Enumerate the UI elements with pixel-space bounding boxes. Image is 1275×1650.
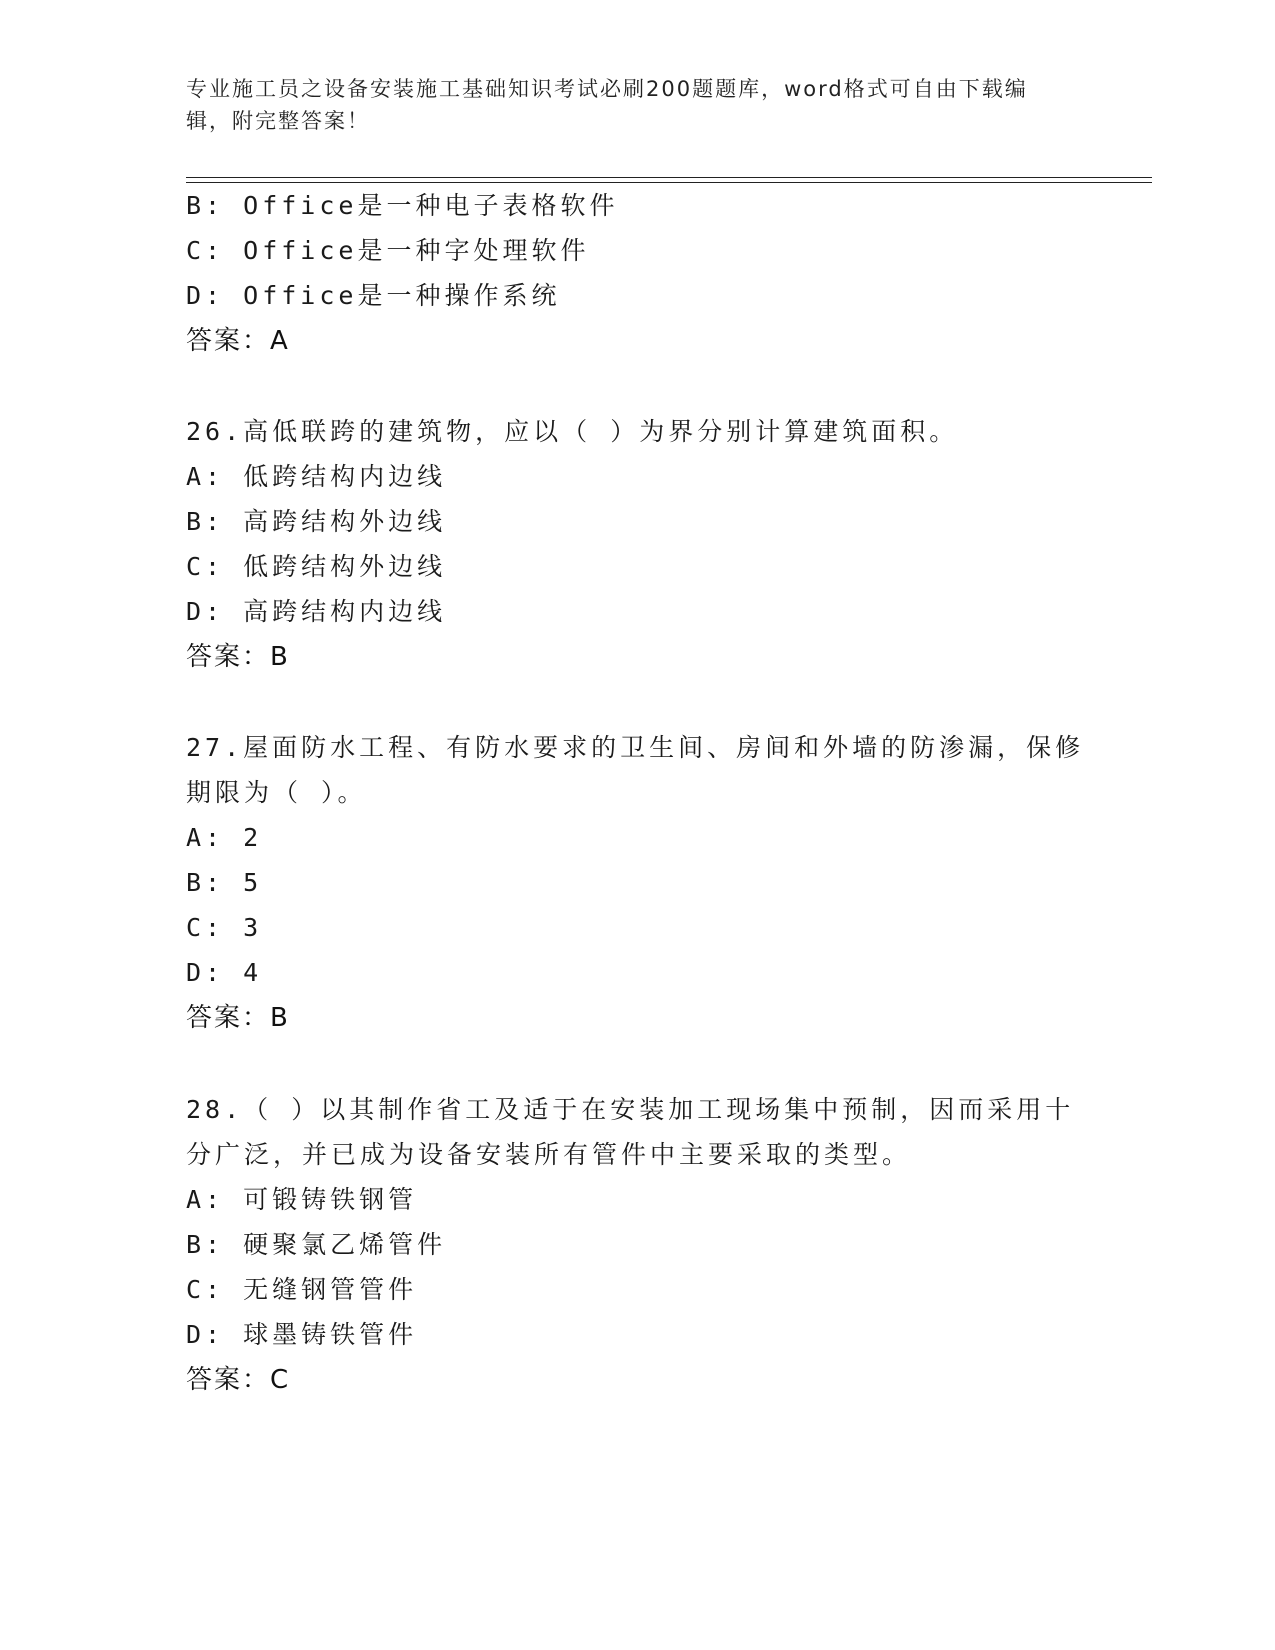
question-28-option-d: D: 球墨铸铁管件 <box>186 1320 418 1349</box>
header-rule-bottom <box>186 182 1152 183</box>
option-c: C: Office是一种字处理软件 <box>186 236 590 265</box>
document-header: 专业施工员之设备安装施工基础知识考试必刷200题题库，word格式可自由下载编辑，附完整答案！ <box>186 77 1028 133</box>
question-28-stem-cont: 分广泛，并已成为设备安装所有管件中主要采取的类型。 <box>186 1140 912 1169</box>
question-28-option-a: A: 可锻铸铁钢管 <box>186 1185 418 1214</box>
option-d: D: Office是一种操作系统 <box>186 281 561 310</box>
question-26-option-a: A: 低跨结构内边线 <box>186 462 447 491</box>
question-27-option-a: A: 2 <box>186 823 263 852</box>
answer: 答案：A <box>186 326 290 356</box>
question-27-option-d: D: 4 <box>186 958 263 987</box>
option-b: B: Office是一种电子表格软件 <box>186 191 619 220</box>
question-27-stem: 27.屋面防水工程、有防水要求的卫生间、房间和外墙的防渗漏，保修 <box>186 733 1085 762</box>
question-27-answer: 答案：B <box>186 1003 290 1033</box>
question-26-option-d: D: 高跨结构内边线 <box>186 597 447 626</box>
question-27-stem-cont: 期限为（ ）。 <box>186 778 367 807</box>
question-26-option-c: C: 低跨结构外边线 <box>186 552 447 581</box>
question-26-answer: 答案：B <box>186 642 290 672</box>
question-28-option-c: C: 无缝钢管管件 <box>186 1275 418 1304</box>
question-26-option-b: B: 高跨结构外边线 <box>186 507 447 536</box>
question-28-option-b: B: 硬聚氯乙烯管件 <box>186 1230 447 1259</box>
question-27-option-c: C: 3 <box>186 913 263 942</box>
document-page <box>186 0 1152 1650</box>
question-28-answer: 答案：C <box>186 1365 291 1395</box>
question-26-stem: 26.高低联跨的建筑物，应以（ ）为界分别计算建筑面积。 <box>186 417 959 446</box>
question-28-stem: 28.（ ）以其制作省工及适于在安装加工现场集中预制，因而采用十 <box>186 1095 1075 1124</box>
question-27-option-b: B: 5 <box>186 868 263 897</box>
header-rule-top <box>186 177 1152 178</box>
